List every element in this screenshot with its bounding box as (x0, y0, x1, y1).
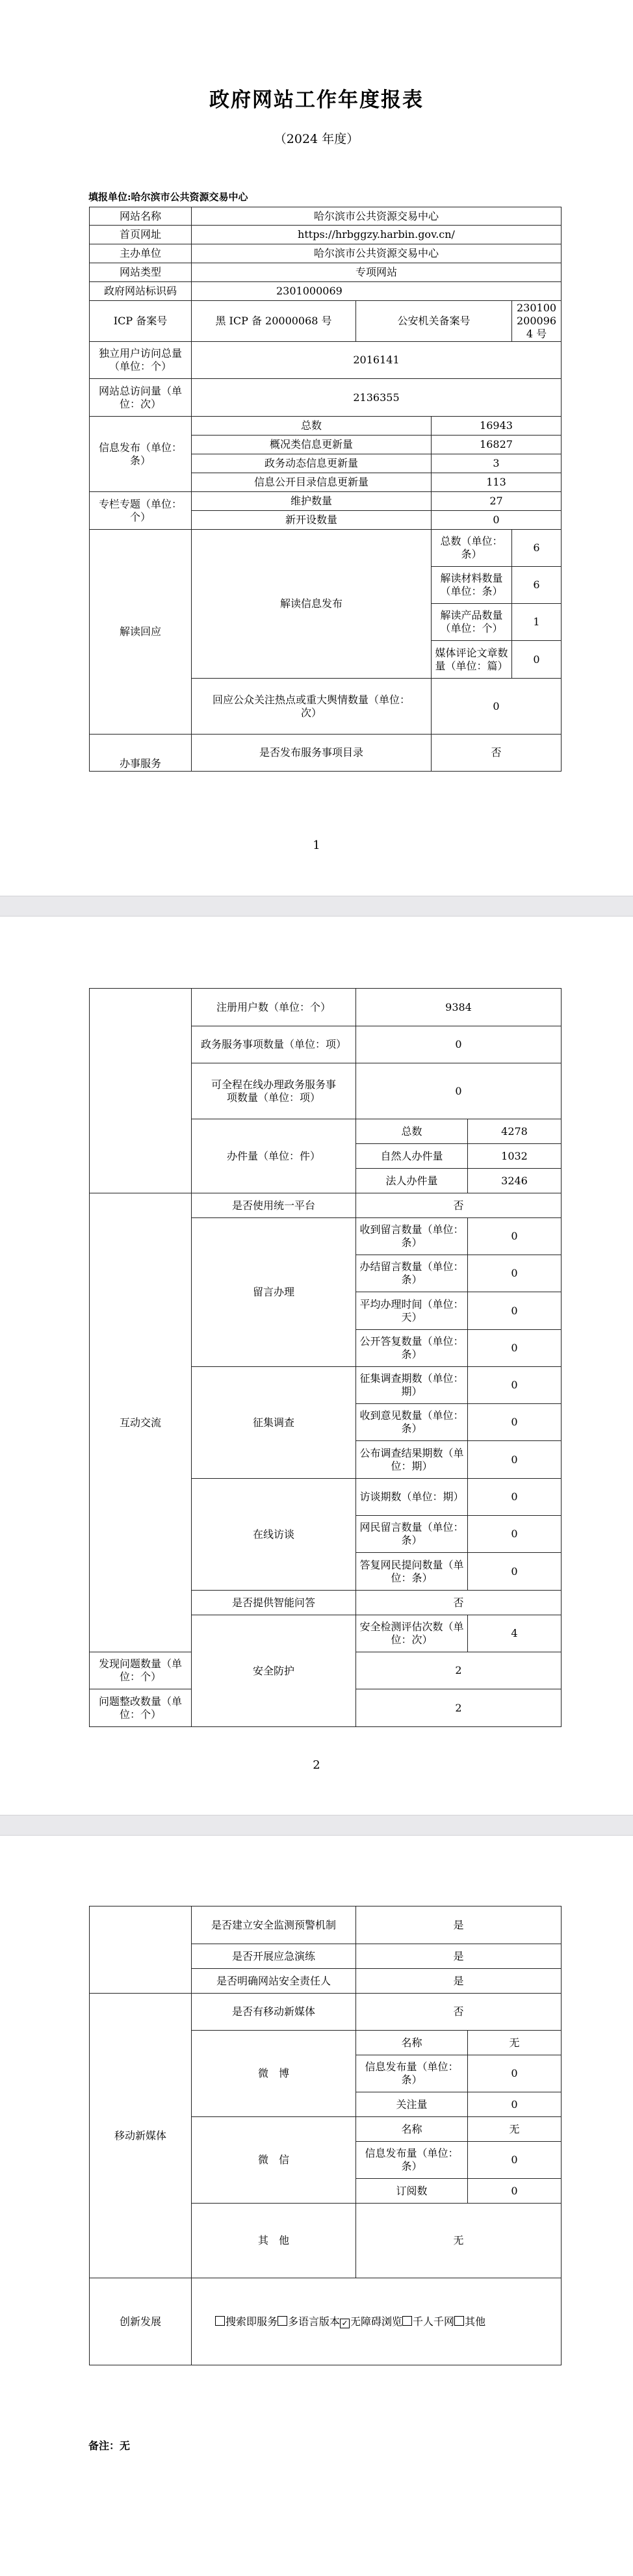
survey-op-label: 收到意见数量（单位：条） (356, 1404, 468, 1441)
interpret-hot-label: 回应公众关注热点或重大舆情数量（单位：次） (192, 679, 432, 735)
talk-q-label: 网民留言数量（单位：条） (356, 1516, 468, 1553)
security-check-label: 安全检测评估次数（单位：次） (356, 1615, 468, 1652)
site-name: 哈尔滨市公共资源交易中心 (192, 207, 562, 226)
police-number: 2301002000964 号 (512, 301, 562, 342)
interpret-material: 6 (512, 567, 562, 604)
wb-name-label: 名称 (356, 2031, 468, 2055)
home-label: 首页网址 (90, 226, 192, 244)
code-label: 政府网站标识码 (90, 282, 192, 301)
interpret-material-label: 解读材料数量（单位：条） (432, 567, 512, 604)
warn-label: 是否建立安全监测预警机制 (192, 1906, 356, 1944)
publish-dynamic: 3 (432, 454, 562, 473)
survey-res-label: 公布调查结果期数（单位：期） (356, 1441, 468, 1479)
mobile-label: 移动新媒体 (90, 1994, 192, 2278)
interpret-product-label: 解读产品数量（单位：个） (432, 604, 512, 641)
page-gap-1 (0, 896, 633, 917)
publish-total: 16943 (432, 417, 562, 436)
security-found-label: 发现问题数量（单位：个） (90, 1652, 192, 1689)
talk-n-label: 访谈期数（单位：期） (356, 1479, 468, 1516)
volume-legal: 3246 (468, 1169, 562, 1193)
msg-recv: 0 (468, 1218, 562, 1255)
option-accessible[interactable] (340, 2315, 402, 2328)
wx-sub-label: 订阅数 (356, 2179, 468, 2204)
option-other-label: 其他 (465, 2315, 486, 2328)
security-found: 2 (356, 1652, 562, 1689)
service-users: 9384 (356, 989, 562, 1026)
service-online-label: 可全程在线办理政务服务事项数量（单位：项） (192, 1063, 356, 1119)
checkbox-search[interactable] (215, 2316, 225, 2326)
wb-pub: 0 (468, 2055, 562, 2092)
other-value: 无 (356, 2204, 562, 2278)
msg-label: 留言办理 (192, 1218, 356, 1367)
interpret-sub-label: 解读信息发布 (192, 530, 432, 679)
wx-pub-label: 信息发布量（单位：条） (356, 2142, 468, 2179)
special-maint: 27 (432, 492, 562, 511)
special-maint-label: 维护数量 (192, 492, 432, 511)
page-number-2: 2 (313, 1758, 320, 1772)
checkbox-other[interactable] (454, 2316, 464, 2326)
icp-number: 黑 ICP 备 20000068 号 (192, 301, 356, 342)
page-gap-2 (0, 1815, 633, 1836)
service-label-p1: 办事服务 (90, 735, 192, 772)
msg-recv-label: 收到留言数量（单位：条） (356, 1218, 468, 1255)
service-items: 0 (356, 1026, 562, 1063)
filler-label: 填报单位: (88, 191, 131, 203)
host-unit: 哈尔滨市公共资源交易中心 (192, 244, 562, 263)
volume-total-label: 总数 (356, 1119, 468, 1144)
platform-label: 是否使用统一平台 (192, 1193, 356, 1218)
option-search-label: 搜索即服务 (226, 2315, 278, 2328)
msg-pub: 0 (468, 1330, 562, 1367)
qa-label: 是否提供智能问答 (192, 1591, 356, 1615)
pv-label: 网站总访问量（单位：次） (90, 379, 192, 417)
site-name-label: 网站名称 (90, 207, 192, 226)
checkbox-accessible[interactable]: ✓ (340, 2319, 350, 2328)
publish-dynamic-label: 政务动态信息更新量 (192, 454, 432, 473)
volume-person-label: 自然人办件量 (356, 1144, 468, 1169)
checkbox-personal[interactable] (402, 2316, 412, 2326)
mobile-has-label: 是否有移动新媒体 (192, 1994, 356, 2031)
interpret-media: 0 (512, 641, 562, 679)
filler-unit (88, 190, 248, 203)
service-users-label: 注册用户数（单位：个） (192, 989, 356, 1026)
security-label: 安全防护 (192, 1615, 356, 1727)
publish-catalog: 113 (432, 473, 562, 492)
talk-label: 在线访谈 (192, 1479, 356, 1591)
uv-label: 独立用户访问总量（单位：个） (90, 342, 192, 379)
talk-q: 0 (468, 1516, 562, 1553)
drill-value: 是 (356, 1944, 562, 1969)
service-items-label: 政务服务事项数量（单位：项） (192, 1026, 356, 1063)
publish-catalog-label: 信息公开目录信息更新量 (192, 473, 432, 492)
filler-value: 哈尔滨市公共资源交易中心 (131, 191, 248, 203)
msg-done-label: 办结留言数量（单位：条） (356, 1255, 468, 1292)
report-year: （2024 年度） (274, 132, 359, 146)
talk-a-label: 答复网民提问数量（单位：条） (356, 1553, 468, 1591)
police-label: 公安机关备案号 (356, 301, 512, 342)
security-check: 4 (468, 1615, 562, 1652)
service-catalog: 否 (432, 735, 562, 772)
pv-value: 2136355 (192, 379, 562, 417)
survey-n: 0 (468, 1367, 562, 1404)
other-label: 其 他 (192, 2204, 356, 2278)
survey-res: 0 (468, 1441, 562, 1479)
icp-label: ICP 备案号 (90, 301, 192, 342)
special-label: 专栏专题（单位：个） (90, 492, 192, 530)
option-personal-label: 千人千网 (413, 2315, 455, 2328)
mobile-has: 否 (356, 1994, 562, 2031)
drill-label: 是否开展应急演练 (192, 1944, 356, 1969)
option-multilang[interactable] (278, 2315, 340, 2328)
uv-value: 2016141 (192, 342, 562, 379)
option-accessible-label: 无障碍浏览 (350, 2315, 403, 2328)
interpret-media-label: 媒体评论文章数量（单位：篇） (432, 641, 512, 679)
wx-sub: 0 (468, 2179, 562, 2204)
wx-name: 无 (468, 2117, 562, 2142)
interpret-total: 6 (512, 530, 562, 567)
security-fixed-label: 问题整改数量（单位：个） (90, 1689, 192, 1727)
host-label: 主办单位 (90, 244, 192, 263)
table-page-1 (89, 207, 562, 772)
security-label-p3 (90, 1906, 192, 1994)
service-volume-label: 办件量（单位：件） (192, 1119, 356, 1193)
home-url[interactable]: https://hrbggzy.harbin.gov.cn/ (192, 226, 562, 244)
option-multilang-label: 多语言版本 (288, 2315, 341, 2328)
weibo-label: 微 博 (192, 2031, 356, 2117)
survey-op: 0 (468, 1404, 562, 1441)
interpret-label: 解读回应 (90, 530, 192, 735)
volume-legal-label: 法人办件量 (356, 1169, 468, 1193)
wb-pub-label: 信息发布量（单位：条） (356, 2055, 468, 2092)
publish-total-label: 总数 (192, 417, 432, 436)
option-other[interactable] (454, 2315, 485, 2328)
wb-fans-label: 关注量 (356, 2092, 468, 2117)
table-page-3 (89, 1906, 562, 2365)
report-title: 政府网站工作年度报表 (209, 88, 424, 112)
volume-person: 1032 (468, 1144, 562, 1169)
warn-value: 是 (356, 1906, 562, 1944)
site-type: 专项网站 (192, 263, 562, 282)
platform-value: 否 (356, 1193, 562, 1218)
site-code: 2301000069 (192, 282, 562, 301)
interpret-total-label: 总数（单位：条） (432, 530, 512, 567)
wechat-label: 微 信 (192, 2117, 356, 2204)
option-personal[interactable] (402, 2315, 454, 2328)
interpret-hot: 0 (432, 679, 562, 735)
security-fixed: 2 (356, 1689, 562, 1727)
special-new-label: 新开设数量 (192, 511, 432, 530)
innovation-label: 创新发展 (90, 2278, 192, 2365)
wb-name: 无 (468, 2031, 562, 2055)
note: 备注：无 (88, 2439, 131, 2452)
volume-total: 4278 (468, 1119, 562, 1144)
msg-pub-label: 公开答复数量（单位：条） (356, 1330, 468, 1367)
type-label: 网站类型 (90, 263, 192, 282)
survey-n-label: 征集调查期数（单位：期） (356, 1367, 468, 1404)
owner-value: 是 (356, 1969, 562, 1994)
page-number-1: 1 (313, 839, 320, 852)
msg-time-label: 平均办理时间（单位：天） (356, 1292, 468, 1330)
talk-a: 0 (468, 1553, 562, 1591)
publish-overview: 16827 (432, 436, 562, 454)
option-search[interactable] (215, 2315, 278, 2328)
checkbox-multilang[interactable] (278, 2316, 287, 2326)
service-catalog-label: 是否发布服务事项目录 (192, 735, 432, 772)
special-new: 0 (432, 511, 562, 530)
publish-overview-label: 概况类信息更新量 (192, 436, 432, 454)
wx-name-label: 名称 (356, 2117, 468, 2142)
qa-value: 否 (356, 1591, 562, 1615)
interpret-product: 1 (512, 604, 562, 641)
msg-time: 0 (468, 1292, 562, 1330)
owner-label: 是否明确网站安全责任人 (192, 1969, 356, 1994)
talk-n: 0 (468, 1479, 562, 1516)
wx-pub: 0 (468, 2142, 562, 2179)
msg-done: 0 (468, 1255, 562, 1292)
innovation-options (192, 2278, 562, 2365)
table-page-2 (89, 988, 562, 1727)
service-online: 0 (356, 1063, 562, 1119)
survey-label: 征集调查 (192, 1367, 356, 1479)
interact-label: 互动交流 (90, 1193, 192, 1652)
wb-fans: 0 (468, 2092, 562, 2117)
publish-label: 信息发布（单位：条） (90, 417, 192, 492)
service-label-p2 (90, 989, 192, 1193)
